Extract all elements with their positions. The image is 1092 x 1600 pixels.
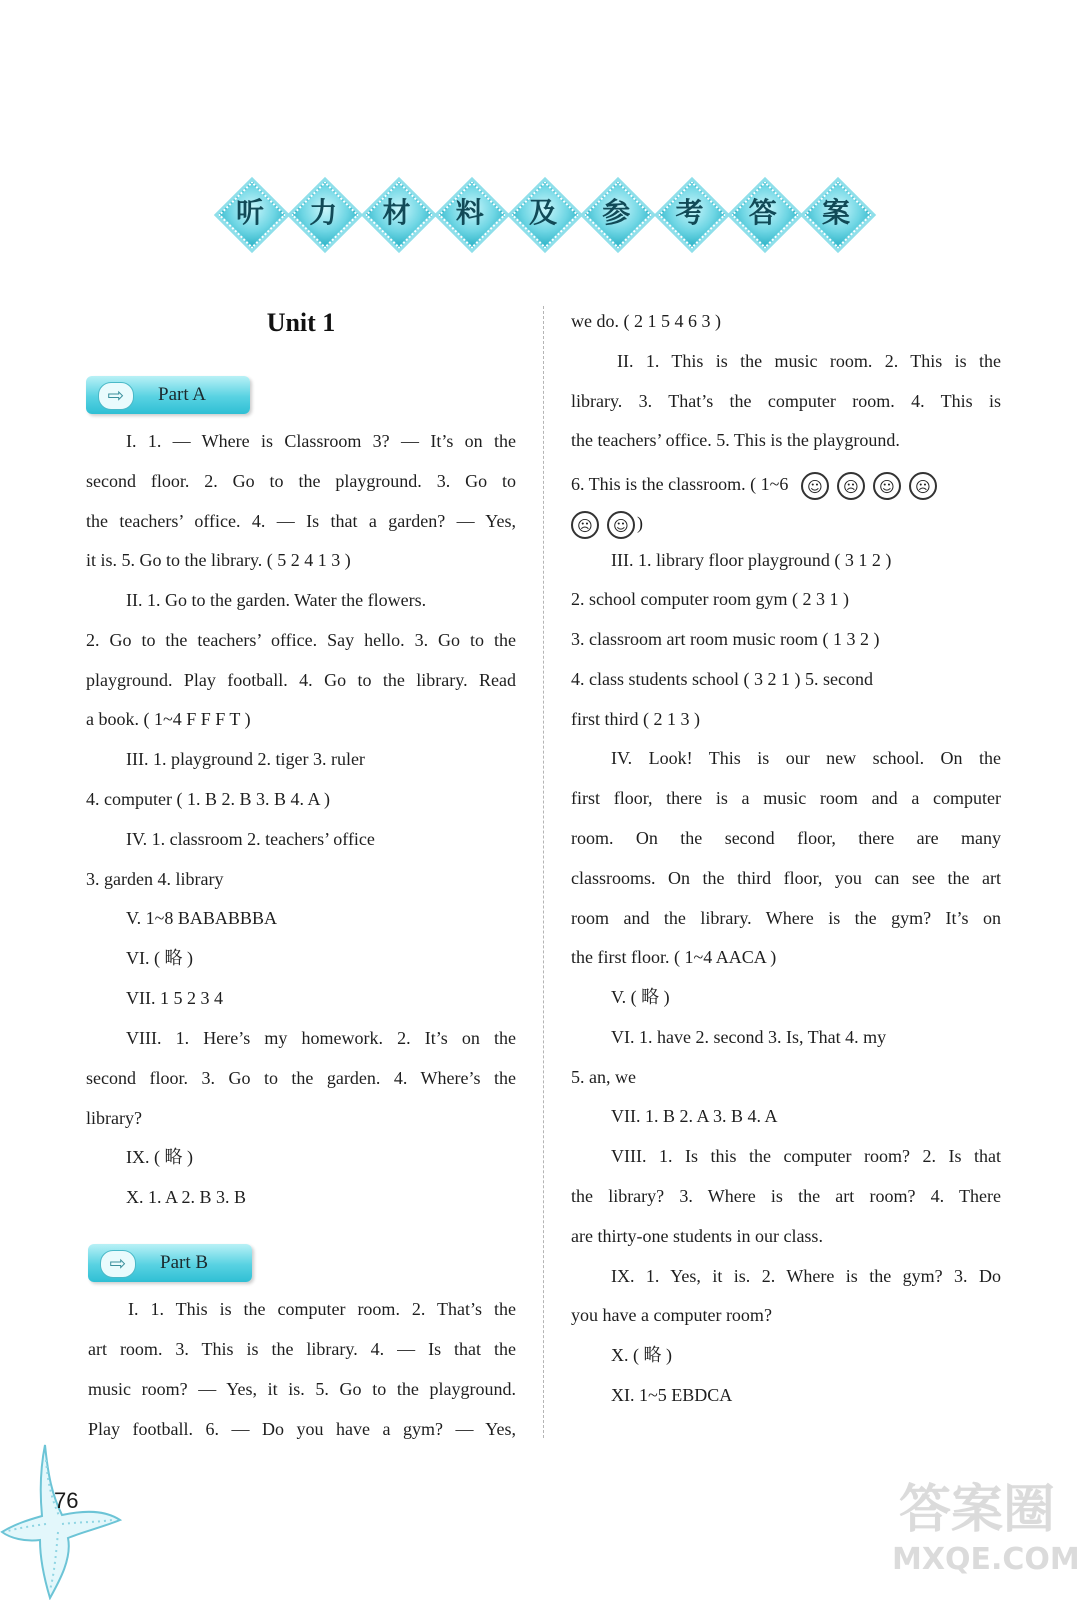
- part-b-line: Play football. 6. — Do you have a gym? — Yes,: [88, 1419, 516, 1439]
- part-a-line: IV. 1. classroom 2. teachers’ office: [126, 829, 375, 849]
- right-line: 3. classroom art room music room ( 1 3 2 ): [571, 629, 880, 649]
- right-line: XI. 1~5 EBDCA: [611, 1385, 733, 1405]
- right-line: II. 1. This is the music room. 2. This is the: [617, 351, 1001, 371]
- title-char: 料: [455, 196, 484, 229]
- right-line: III. 1. library floor playground ( 3 1 2 ): [611, 550, 892, 570]
- right-line: IV. Look! This is our new school. On the: [611, 748, 1001, 768]
- title-char: 案: [821, 196, 850, 229]
- title-char-tile: [804, 181, 868, 245]
- title-char-tile: [291, 181, 355, 245]
- right-line: VI. 1. have 2. second 3. Is, That 4. my: [611, 1027, 887, 1047]
- right-line: first third ( 2 1 3 ): [571, 709, 700, 729]
- arrow-right-icon: ⇨: [100, 1250, 136, 1278]
- part-b-line: art room. 3. This is the library. 4. — Is that the: [88, 1339, 516, 1359]
- arrow-right-icon: ⇨: [98, 382, 134, 410]
- frown-face-icon: ☹: [837, 472, 865, 500]
- right-line: X. ( 略 ): [611, 1345, 672, 1365]
- title-char: 答: [748, 196, 777, 229]
- right-line: are thirty-one students in our class.: [571, 1226, 823, 1246]
- title-char: 力: [309, 196, 338, 229]
- title-char: 考: [675, 196, 704, 229]
- title-char-tile: [731, 181, 795, 245]
- right-line: VIII. 1. Is this the computer room? 2. Is that: [611, 1146, 1001, 1166]
- part-a-line: second floor. 2. Go to the playground. 3. Go to: [86, 471, 516, 491]
- page-number: 76: [54, 1488, 79, 1513]
- part-a-line: VIII. 1. Here’s my homework. 2. It’s on the: [126, 1028, 516, 1048]
- title-banner: [218, 178, 868, 248]
- frown-face-icon: ☹: [909, 472, 937, 500]
- title-char-tile: [438, 181, 502, 245]
- title-char-tile: [584, 181, 648, 245]
- right-line: the first floor. ( 1~4 AACA ): [571, 947, 777, 967]
- right-line: you have a computer room?: [571, 1305, 772, 1325]
- right-line: the teachers’ office. 5. This is the playground.: [571, 430, 900, 450]
- right-line: we do. ( 2 1 5 4 6 3 ): [571, 311, 721, 331]
- column-divider: [543, 306, 544, 1438]
- watermark-url: MXQE.COM: [892, 1542, 1080, 1577]
- part-a-line: I. 1. — Where is Classroom 3? — It’s on the: [126, 431, 516, 451]
- right-line: room and the library. Where is the gym? It’s on: [571, 908, 1001, 928]
- part-a-line: IX. ( 略 ): [126, 1147, 193, 1167]
- right-line: VII. 1. B 2. A 3. B 4. A: [611, 1106, 778, 1126]
- unit-title: Unit 1: [266, 308, 336, 337]
- part-b-line: I. 1. This is the computer room. 2. That’s the: [128, 1299, 516, 1319]
- smile-face-icon: ☺: [873, 472, 901, 500]
- part-a-line: it is. 5. Go to the library. ( 5 2 4 1 3 ): [86, 550, 351, 570]
- part-a-line: playground. Play football. 4. Go to the library. Read: [86, 670, 516, 690]
- part-a-line: library?: [86, 1108, 142, 1128]
- right-line: room. On the second floor, there are many: [571, 828, 1001, 848]
- title-char: 材: [382, 196, 411, 229]
- faces-line-text: 6. This is the classroom. ( 1~6: [571, 474, 789, 495]
- title-char-tile: [658, 181, 722, 245]
- smile-face-icon: ☺: [801, 472, 829, 500]
- part-a-line: second floor. 3. Go to the garden. 4. Where’s the: [86, 1068, 516, 1088]
- part-a-line: II. 1. Go to the garden. Water the flowers.: [126, 590, 427, 610]
- faces-line-close: ): [637, 513, 643, 534]
- title-char-tile: [365, 181, 429, 245]
- part-a-line: the teachers’ office. 4. — Is that a garden? — Yes,: [86, 511, 516, 531]
- part-a-line: VI. ( 略 ): [126, 948, 193, 968]
- watermark-logo: [892, 1478, 1080, 1588]
- title-char-tile: [218, 181, 282, 245]
- right-line: first floor, there is a music room and a computer: [571, 788, 1001, 808]
- part-b-label: Part B: [160, 1252, 209, 1273]
- part-a-line: a book. ( 1~4 F F F T ): [86, 709, 251, 729]
- right-line: library. 3. That’s the computer room. 4. This is: [571, 391, 1001, 411]
- title-char-tile: [511, 181, 575, 245]
- title-char: 及: [528, 196, 557, 229]
- right-line: the library? 3. Where is the art room? 4. There: [571, 1186, 1001, 1206]
- right-line: 4. class students school ( 3 2 1 ) 5. second: [571, 669, 873, 689]
- starfish-icon: [0, 1440, 130, 1600]
- watermark-title: 答案圈: [898, 1480, 1055, 1540]
- part-b-line: music room? — Yes, it is. 5. Go to the playground.: [88, 1379, 516, 1399]
- right-line: 5. an, we: [571, 1067, 636, 1087]
- part-a-line: X. 1. A 2. B 3. B: [126, 1187, 247, 1207]
- part-b-badge: [88, 1244, 252, 1282]
- title-char: 听: [235, 196, 264, 229]
- part-a-line: III. 1. playground 2. tiger 3. ruler: [126, 749, 365, 769]
- smile-face-icon: ☺: [607, 511, 635, 539]
- right-line: IX. 1. Yes, it is. 2. Where is the gym? 3. Do: [611, 1266, 1001, 1286]
- title-char: 参: [602, 196, 631, 229]
- part-a-badge: [86, 376, 250, 414]
- part-a-line: 2. Go to the teachers’ office. Say hello. 3. Go to the: [86, 630, 516, 650]
- faces-line: [571, 472, 945, 500]
- part-a-line: VII. 1 5 2 3 4: [126, 988, 223, 1008]
- part-a-line: 3. garden 4. library: [86, 869, 224, 889]
- part-a-line: V. 1~8 BABABBBA: [126, 908, 277, 928]
- part-a-label: Part A: [158, 384, 207, 405]
- frown-face-icon: ☹: [571, 511, 599, 539]
- part-a-line: 4. computer ( 1. B 2. B 3. B 4. A ): [86, 789, 330, 809]
- right-line: classrooms. On the third floor, you can see the art: [571, 868, 1001, 888]
- faces-line-cont: [571, 511, 643, 539]
- right-line: 2. school computer room gym ( 2 3 1 ): [571, 589, 849, 609]
- right-line: V. ( 略 ): [611, 987, 670, 1007]
